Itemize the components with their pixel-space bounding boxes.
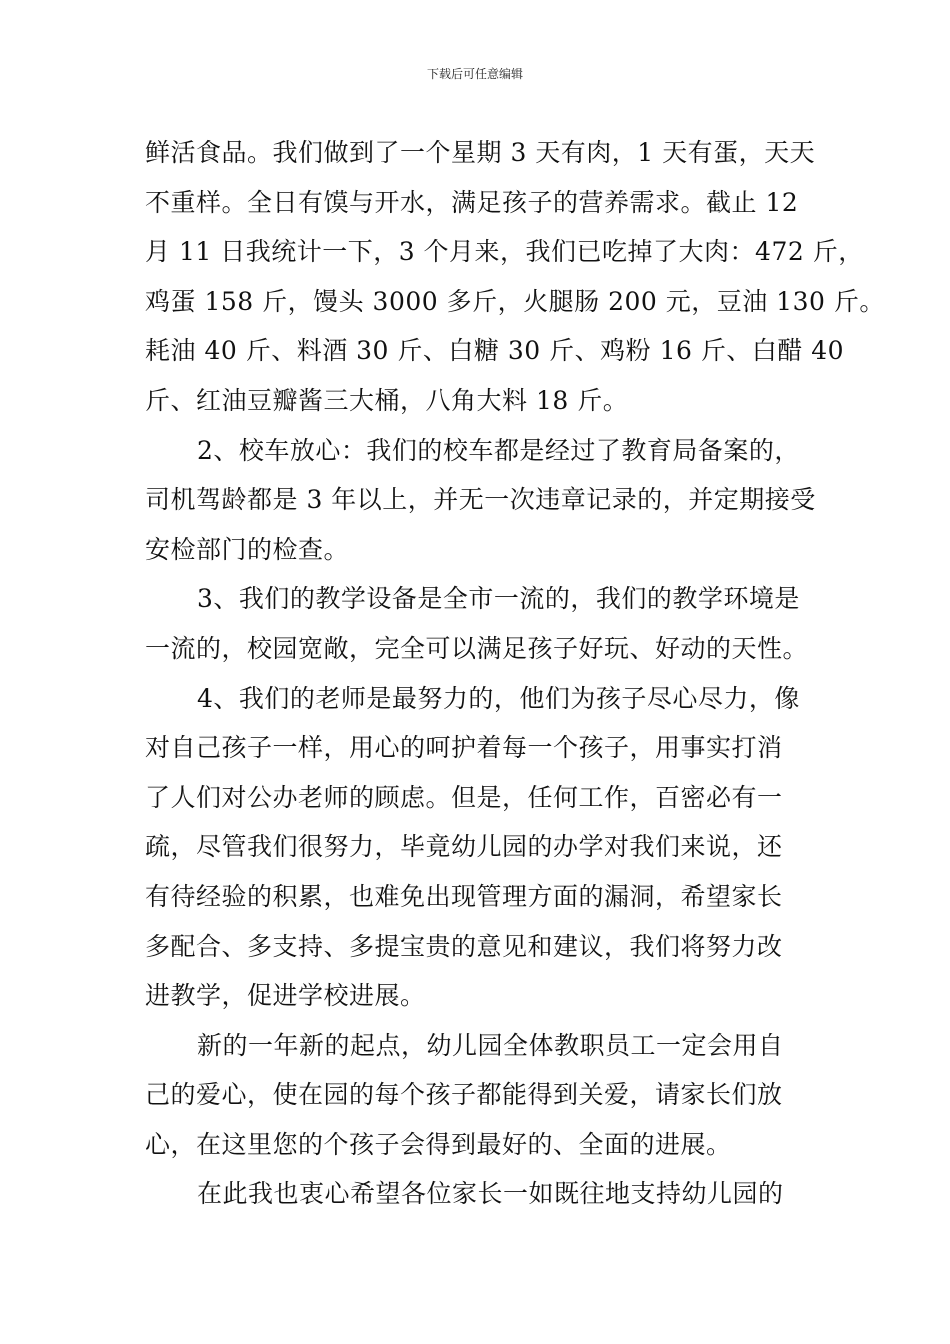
paragraph-start-line: 在此我也衷心希望各位家长一如既往地支持幼儿园的 [197,1179,784,1209]
body-line: 安检部门的检查。 [145,534,350,564]
paragraph-start-line: 4、我们的老师是最努力的，他们为孩子尽心尽力，像 [197,683,800,713]
body-line: 疏，尽管我们很努力，毕竟幼儿园的办学对我们来说，还 [145,832,783,862]
body-line: 进教学，促进学校进展。 [145,981,426,1011]
body-line: 月 11 日我统计一下，3 个月来，我们已吃掉了大肉：472 斤， [145,237,864,267]
paragraph-start-line: 2、校车放心：我们的校车都是经过了教育局备案的， [197,435,800,465]
body-line: 心，在这里您的个孩子会得到最好的、全面的进展。 [145,1129,732,1159]
paragraph-start-line: 新的一年新的起点，幼儿园全体教职员工一定会用自 [197,1030,784,1060]
body-line: 耗油 40 斤、料酒 30 斤、白糖 30 斤、鸡粉 16 斤、白醋 40 [145,336,845,366]
body-line: 鸡蛋 158 斤，馒头 3000 多斤，火腿肠 200 元，豆油 130 斤。 [145,286,885,316]
body-line: 有待经验的积累，也难免出现管理方面的漏洞，希望家长 [145,881,783,911]
body-line: 对自己孩子一样，用心的呵护着每一个孩子，用事实打消 [145,733,783,763]
body-line: 鲜活食品。我们做到了一个星期 3 天有肉，1 天有蛋，天天 [145,138,816,167]
body-line: 了人们对公办老师的顾虑。但是，任何工作，百密必有一 [145,782,783,812]
body-line: 司机驾龄都是 3 年以上，并无一次违章记录的，并定期接受 [145,485,816,515]
page-header: 下载后可任意编辑 [426,67,523,81]
body-line: 不重样。全日有馍与开水，满足孩子的营养需求。截止 12 [145,187,799,217]
body-line: 己的爱心，使在园的每个孩子都能得到关爱，请家长们放 [145,1080,783,1110]
body-line: 斤、红油豆瓣酱三大桶，八角大料 18 斤。 [145,385,629,415]
body-line: 一流的，校园宽敞，完全可以满足孩子好玩、好动的天性。 [145,633,809,663]
body-line: 多配合、多支持、多提宝贵的意见和建议，我们将努力改 [145,931,783,961]
paragraph-start-line: 3、我们的教学设备是全市一流的，我们的教学环境是 [197,584,800,614]
document-body [145,128,885,1219]
